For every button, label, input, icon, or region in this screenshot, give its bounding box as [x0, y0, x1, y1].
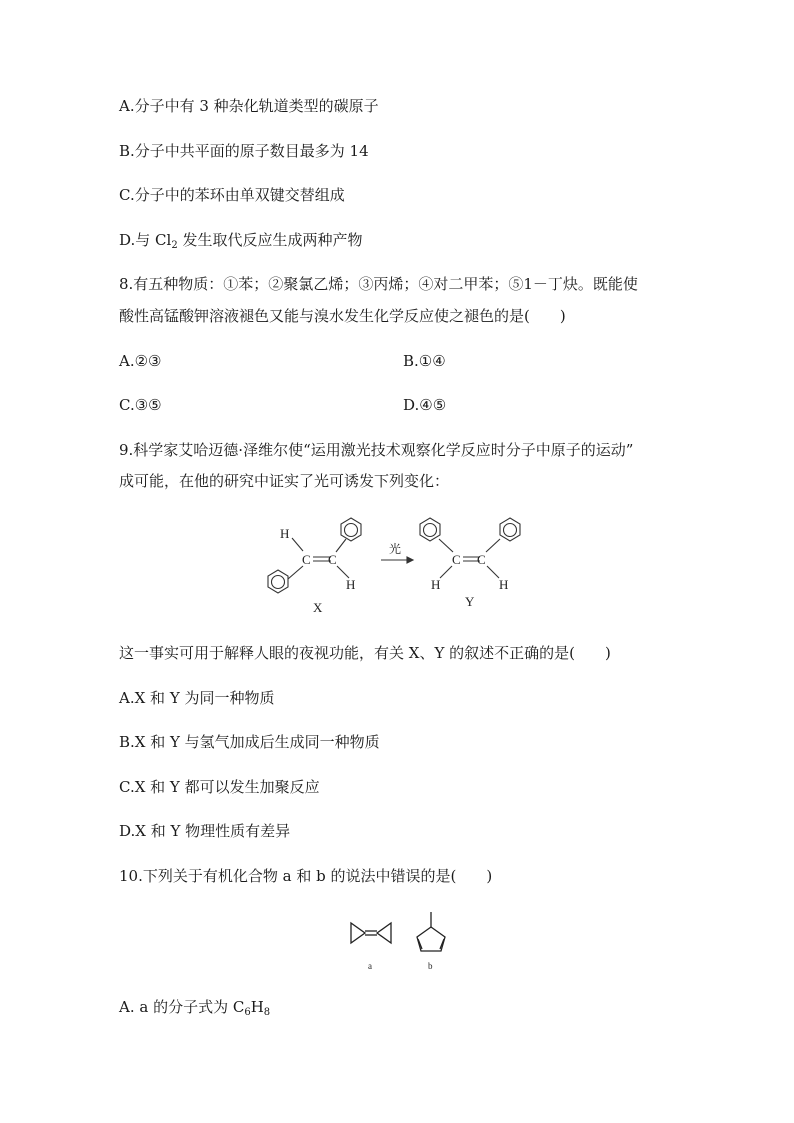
q9-option-c: C.X 和 Y 都可以发生加聚反应 [119, 778, 320, 796]
label-a: a [368, 961, 372, 971]
q10-option-a [119, 996, 270, 1024]
q8-option-d: D.④⑤ [403, 396, 447, 414]
label-y: Y [465, 594, 475, 609]
label-x: X [313, 600, 323, 615]
q8-stem-line2: 酸性高锰酸钾溶液褪色又能与溴水发生化学反应使之褪色的是( ) [119, 307, 566, 325]
y-h-left: H [431, 577, 441, 592]
q7-option-d-post: 发生取代反应生成两种产物 [177, 231, 363, 249]
q10-option-a-pre: A. a 的分子式为 C [119, 998, 245, 1016]
q10-option-a-mid: H [250, 998, 264, 1016]
x-c-left: C [302, 552, 311, 567]
q9-stem-line3: 这一事实可用于解释人眼的夜视功能，有关 X、Y 的叙述不正确的是( ) [119, 644, 611, 662]
q7-option-b: B.分子中共平面的原子数目最多为 14 [119, 142, 369, 160]
x-h-top: H [280, 526, 290, 541]
q7-option-d [119, 229, 362, 257]
y-c-left: C [452, 552, 461, 567]
label-b: b [428, 961, 433, 971]
q9-option-d: D.X 和 Y 物理性质有差异 [119, 822, 291, 840]
q8-stem-line1: 8.有五种物质：①苯；②聚氯乙烯；③丙烯；④对二甲苯；⑤1－丁炔。既能使 [119, 275, 638, 293]
q9-stem-line2: 成可能，在他的研究中证实了光可诱发下列变化： [119, 472, 450, 490]
q9-stem-line1: 9.科学家艾哈迈德·泽维尔使“运用激光技术观察化学反应时分子中原子的运动” [119, 441, 634, 459]
x-c-right: C [328, 552, 337, 567]
q8-option-b: B.①④ [403, 352, 446, 370]
q7-option-d-sub: 2 [171, 240, 178, 251]
q7-option-c: C.分子中的苯环由单双键交替组成 [119, 186, 345, 204]
y-h-right: H [499, 577, 509, 592]
x-h-bottom: H [346, 577, 356, 592]
q10-stem: 10.下列关于有机化合物 a 和 b 的说法中错误的是( ) [119, 867, 493, 885]
q8-option-a: A.②③ [119, 352, 162, 370]
q8-option-c: C.③⑤ [119, 396, 162, 414]
q7-option-a: A.分子中有 3 种杂化轨道类型的碳原子 [119, 97, 379, 115]
q10-option-a-sub1: 6 [244, 1007, 251, 1018]
q9-option-a: A.X 和 Y 为同一种物质 [119, 689, 275, 707]
q7-option-d-pre: D.与 Cl [119, 231, 172, 249]
arrow-light-label: 光 [389, 542, 402, 556]
q10-option-a-sub2: 8 [263, 1007, 271, 1018]
y-c-right: C [477, 552, 486, 567]
q9-option-b: B.X 和 Y 与氢气加成后生成同一种物质 [119, 733, 380, 751]
